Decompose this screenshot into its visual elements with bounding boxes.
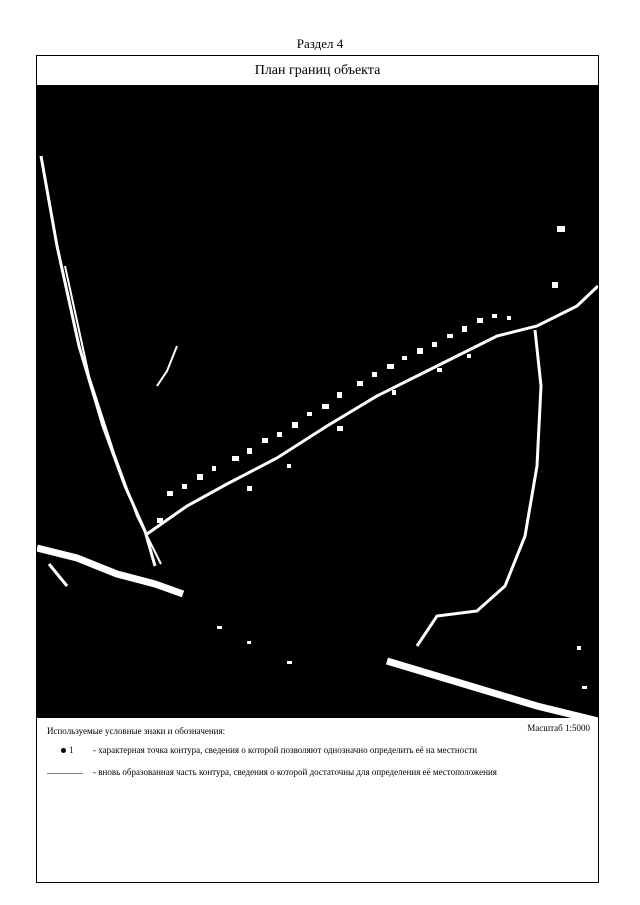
map-graphic: [37, 86, 598, 718]
point-number: 1: [69, 745, 74, 755]
scale-label: Масштаб 1:5000: [527, 723, 590, 733]
point-icon: [61, 745, 91, 756]
plan-title: План границ объекта: [37, 56, 598, 86]
satellite-map: [37, 86, 598, 718]
legend-item-text: - вновь образованная часть контура, сведения о которой достаточны для определения её местоположения: [93, 767, 497, 777]
point-dot: [61, 748, 66, 753]
section-title: Раздел 4: [296, 36, 344, 51]
line-icon: [47, 773, 83, 774]
legend-heading: Используемые условные знаки и обозначения:: [47, 726, 226, 736]
plan-frame: [36, 55, 599, 883]
legend-item-text: - характерная точка контура, сведения о которой позволяют однозначно определить её на местности: [93, 745, 478, 755]
